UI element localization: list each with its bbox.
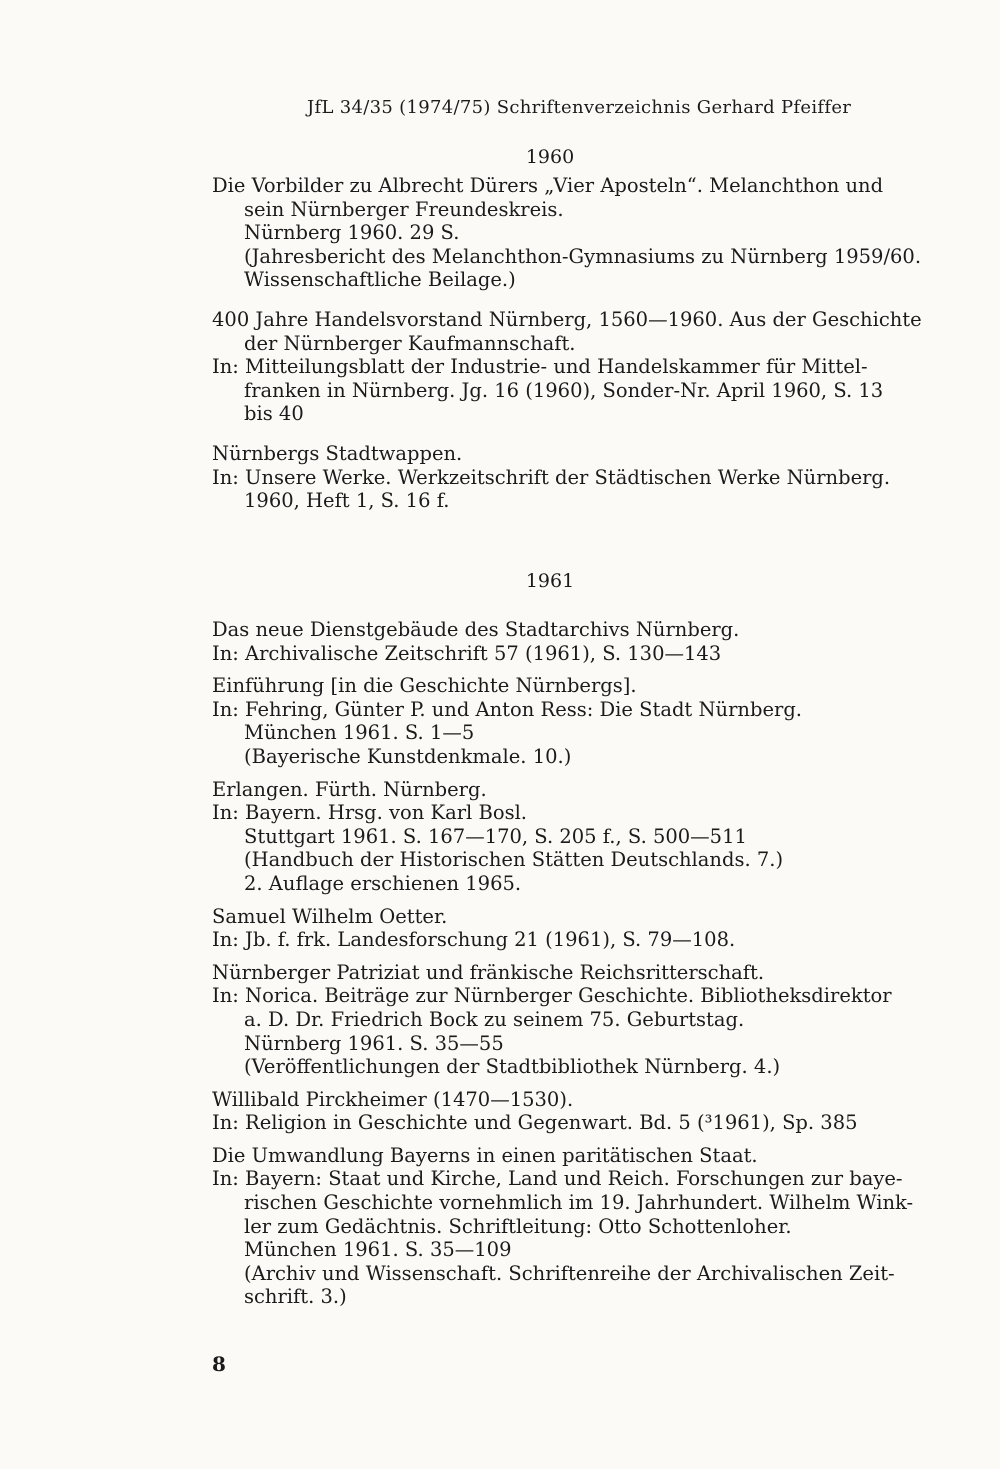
- entry-line: (Jahresbericht des Melanchthon-Gymnasiums zu Nürnberg 1959/60.: [244, 244, 922, 268]
- entry-line: Nürnbergs Stadtwappen.: [212, 441, 463, 465]
- entry-line: a. D. Dr. Friedrich Bock zu seinem 75. Geburtstag.: [244, 1007, 745, 1031]
- entry-line: Willibald Pirckheimer (1470—1530).: [212, 1087, 574, 1111]
- entry-line: Nürnberg 1961. S. 35—55: [244, 1031, 504, 1055]
- entry-line: In: Fehring, Günter P. und Anton Ress: Die Stadt Nürnberg.: [212, 697, 802, 721]
- bibliography-entry: [212, 174, 928, 292]
- entry-line: Samuel Wilhelm Oetter.: [212, 904, 448, 928]
- entry-line: Die Umwandlung Bayerns in einen paritätischen Staat.: [212, 1143, 758, 1167]
- entry-line: 2. Auflage erschienen 1965.: [244, 871, 522, 895]
- entry-line: 400 Jahre Handelsvorstand Nürnberg, 1560—1960. Aus der Geschichte: [212, 307, 922, 331]
- entry-line: München 1961. S. 1—5: [244, 721, 475, 745]
- bibliography-entry: [212, 618, 928, 665]
- entry-line: (Handbuch der Historischen Stätten Deutschlands. 7.): [244, 848, 784, 872]
- entry-line: In: Jb. f. frk. Landesforschung 21 (1961), S. 79—108.: [212, 928, 736, 952]
- entry-line: (Veröffentlichungen der Stadtbibliothek Nürnberg. 4.): [244, 1055, 781, 1079]
- entry-line: Die Vorbilder zu Albrecht Dürers „Vier Aposteln“. Melanchthon und: [212, 174, 884, 197]
- entry-line: rischen Geschichte vornehmlich im 19. Jahrhundert. Wilhelm Wink-: [244, 1191, 914, 1215]
- entry-line: sein Nürnberger Freundeskreis.: [244, 197, 564, 221]
- entry-line: schrift. 3.): [244, 1285, 347, 1309]
- bibliography-entry: [212, 674, 928, 768]
- year-heading-1960: 1960: [525, 146, 575, 168]
- entries-1960: [212, 174, 928, 522]
- entry-line: ler zum Gedächtnis. Schriftleitung: Otto Schottenloher.: [244, 1214, 792, 1238]
- entry-line: In: Bayern: Staat und Kirche, Land und Reich. Forschungen zur baye-: [212, 1167, 903, 1191]
- entry-line: Nürnberger Patriziat und fränkische Reichsritterschaft.: [212, 960, 765, 984]
- entries-1961: [212, 618, 928, 1318]
- entry-line: Wissenschaftliche Beilage.): [244, 268, 516, 292]
- entry-line: In: Religion in Geschichte und Gegenwart. Bd. 5 (³1961), Sp. 385: [212, 1111, 858, 1135]
- entry-line: In: Bayern. Hrsg. von Karl Bosl.: [212, 801, 528, 825]
- entry-line: Stuttgart 1961. S. 167—170, S. 205 f., S. 500—511: [244, 824, 747, 848]
- bibliography-entry: [212, 778, 928, 896]
- entry-line: In: Unsere Werke. Werkzeitschrift der Städtischen Werke Nürnberg.: [212, 465, 891, 489]
- entry-line: franken in Nürnberg. Jg. 16 (1960), Sonder-Nr. April 1960, S. 13: [244, 378, 884, 402]
- entry-line: In: Mitteilungsblatt der Industrie- und Handelskammer für Mittel-: [212, 355, 868, 379]
- entry-line: Erlangen. Fürth. Nürnberg.: [212, 777, 487, 801]
- entry-line: der Nürnberger Kaufmannschaft.: [244, 331, 576, 355]
- entry-line: In: Archivalische Zeitschrift 57 (1961), S. 130—143: [212, 641, 722, 665]
- page-number: 8: [212, 1352, 226, 1376]
- bibliography-entry: [212, 905, 928, 952]
- bibliography-entry: [212, 442, 928, 513]
- entry-line: Das neue Dienstgebäude des Stadtarchivs Nürnberg.: [212, 618, 740, 641]
- entry-line: (Archiv und Wissenschaft. Schriftenreihe der Archivalischen Zeit-: [244, 1261, 895, 1285]
- bibliography-entry: [212, 1144, 928, 1309]
- year-heading-1961: 1961: [525, 570, 575, 592]
- entry-line: Einführung [in die Geschichte Nürnbergs].: [212, 674, 637, 698]
- entry-line: bis 40: [244, 402, 304, 426]
- bibliography-entry: [212, 308, 928, 426]
- entry-line: 1960, Heft 1, S. 16 f.: [244, 489, 450, 513]
- entry-line: In: Norica. Beiträge zur Nürnberger Geschichte. Bibliotheksdirektor: [212, 984, 892, 1008]
- entry-line: München 1961. S. 35—109: [244, 1238, 512, 1262]
- bibliography-entry: [212, 961, 928, 1079]
- entry-line: Nürnberg 1960. 29 S.: [244, 221, 460, 245]
- entry-line: (Bayerische Kunstdenkmale. 10.): [244, 744, 572, 768]
- bibliography-entry: [212, 1088, 928, 1135]
- running-head: JfL 34/35 (1974/75) Schriftenverzeichnis Gerhard Pfeiffer: [307, 97, 852, 118]
